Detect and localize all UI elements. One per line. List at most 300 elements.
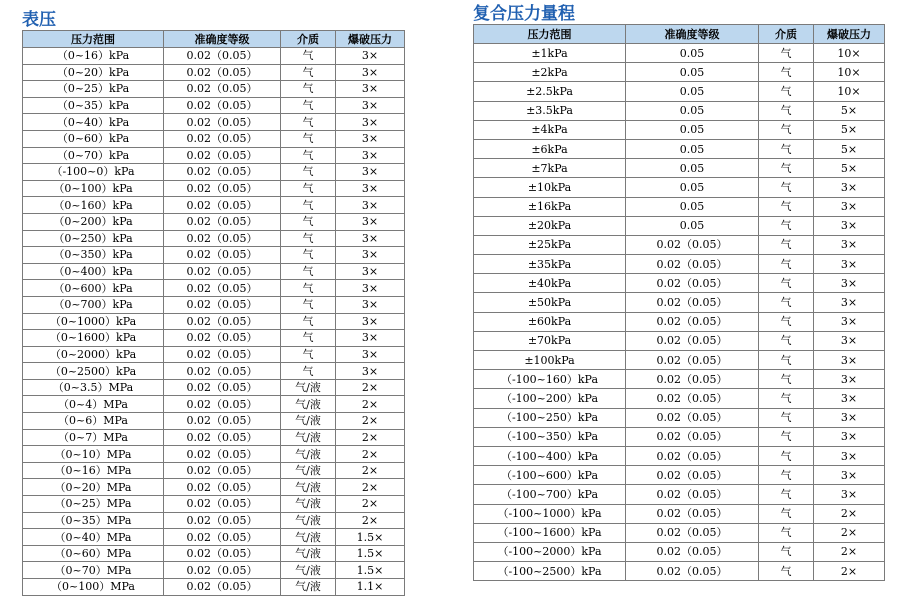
cell-burst-pressure: 3× — [814, 389, 885, 408]
cell-accuracy-class: 0.02（0.05） — [164, 496, 281, 513]
table-row — [474, 446, 885, 465]
cell-medium: 气 — [759, 370, 814, 389]
cell-medium: 气/液 — [281, 446, 336, 463]
table-row — [474, 178, 885, 197]
table-row — [23, 313, 405, 330]
cell-pressure-range: （-100~0）kPa — [23, 164, 164, 181]
cell-burst-pressure: 3× — [336, 64, 405, 81]
table-row — [23, 164, 405, 181]
cell-accuracy-class: 0.02（0.05） — [626, 427, 759, 446]
table-row — [474, 197, 885, 216]
cell-burst-pressure: 3× — [814, 235, 885, 254]
cell-accuracy-class: 0.02（0.05） — [164, 280, 281, 297]
cell-accuracy-class: 0.02（0.05） — [626, 562, 759, 581]
cell-accuracy-class: 0.02（0.05） — [626, 312, 759, 331]
cell-burst-pressure: 2× — [336, 462, 405, 479]
cell-accuracy-class: 0.02（0.05） — [626, 235, 759, 254]
table-row — [23, 346, 405, 363]
table-row — [474, 101, 885, 120]
cell-medium: 气 — [759, 504, 814, 523]
table-row — [474, 523, 885, 542]
cell-accuracy-class: 0.05 — [626, 139, 759, 158]
cell-accuracy-class: 0.02（0.05） — [626, 274, 759, 293]
table-row — [23, 396, 405, 413]
cell-accuracy-class: 0.02（0.05） — [626, 255, 759, 274]
cell-medium: 气 — [281, 81, 336, 98]
cell-burst-pressure: 3× — [336, 330, 405, 347]
cell-pressure-range: （0~600）kPa — [23, 280, 164, 297]
cell-burst-pressure: 2× — [814, 504, 885, 523]
header-accuracy-class: 准确度等级 — [164, 31, 281, 48]
gauge-pressure-title: 表压 — [22, 10, 56, 30]
table-row — [474, 120, 885, 139]
table-row — [474, 485, 885, 504]
cell-burst-pressure: 2× — [814, 542, 885, 561]
cell-pressure-range: （-100~250）kPa — [474, 408, 626, 427]
cell-pressure-range: （-100~600）kPa — [474, 466, 626, 485]
cell-pressure-range: （0~7）MPa — [23, 429, 164, 446]
cell-burst-pressure: 10× — [814, 44, 885, 63]
cell-medium: 气 — [281, 346, 336, 363]
cell-pressure-range: （0~6）MPa — [23, 413, 164, 430]
table-row — [23, 213, 405, 230]
cell-pressure-range: ±1kPa — [474, 44, 626, 63]
table-row — [23, 180, 405, 197]
cell-burst-pressure: 3× — [336, 97, 405, 114]
cell-accuracy-class: 0.02（0.05） — [626, 351, 759, 370]
cell-burst-pressure: 10× — [814, 63, 885, 82]
cell-accuracy-class: 0.05 — [626, 63, 759, 82]
table-row — [23, 529, 405, 546]
cell-accuracy-class: 0.02（0.05） — [626, 293, 759, 312]
cell-burst-pressure: 2× — [336, 479, 405, 496]
cell-accuracy-class: 0.02（0.05） — [164, 379, 281, 396]
table-row — [23, 97, 405, 114]
cell-accuracy-class: 0.02（0.05） — [164, 330, 281, 347]
cell-pressure-range: （0~4）MPa — [23, 396, 164, 413]
cell-burst-pressure: 2× — [336, 446, 405, 463]
cell-pressure-range: （-100~400）kPa — [474, 446, 626, 465]
cell-pressure-range: （0~16）MPa — [23, 462, 164, 479]
cell-medium: 气 — [281, 197, 336, 214]
cell-medium: 气 — [759, 446, 814, 465]
cell-pressure-range: （-100~350）kPa — [474, 427, 626, 446]
table-row — [23, 379, 405, 396]
cell-medium: 气/液 — [281, 429, 336, 446]
cell-accuracy-class: 0.02（0.05） — [164, 81, 281, 98]
cell-pressure-range: （0~100）kPa — [23, 180, 164, 197]
cell-medium: 气 — [281, 147, 336, 164]
header-medium: 介质 — [281, 31, 336, 48]
cell-burst-pressure: 1.5× — [336, 529, 405, 546]
cell-accuracy-class: 0.05 — [626, 101, 759, 120]
cell-medium: 气/液 — [281, 462, 336, 479]
cell-medium: 气 — [759, 389, 814, 408]
table-row — [474, 255, 885, 274]
cell-accuracy-class: 0.02（0.05） — [164, 545, 281, 562]
cell-medium: 气 — [759, 101, 814, 120]
cell-burst-pressure: 3× — [336, 48, 405, 65]
cell-accuracy-class: 0.02（0.05） — [164, 363, 281, 380]
cell-medium: 气 — [759, 63, 814, 82]
cell-burst-pressure: 2× — [336, 512, 405, 529]
cell-pressure-range: ±20kPa — [474, 216, 626, 235]
table-row — [23, 446, 405, 463]
cell-pressure-range: ±50kPa — [474, 293, 626, 312]
cell-accuracy-class: 0.02（0.05） — [164, 48, 281, 65]
table-row — [23, 114, 405, 131]
cell-pressure-range: （0~400）kPa — [23, 263, 164, 280]
cell-pressure-range: （0~700）kPa — [23, 296, 164, 313]
cell-medium: 气 — [281, 180, 336, 197]
table-row — [23, 81, 405, 98]
table-row — [23, 496, 405, 513]
cell-accuracy-class: 0.02（0.05） — [626, 485, 759, 504]
cell-medium: 气 — [759, 351, 814, 370]
cell-accuracy-class: 0.02（0.05） — [164, 164, 281, 181]
cell-medium: 气 — [281, 97, 336, 114]
table-row — [474, 408, 885, 427]
cell-accuracy-class: 0.02（0.05） — [164, 296, 281, 313]
cell-pressure-range: （0~60）kPa — [23, 130, 164, 147]
cell-medium: 气/液 — [281, 529, 336, 546]
cell-pressure-range: （0~2500）kPa — [23, 363, 164, 380]
table-row — [23, 363, 405, 380]
cell-medium: 气 — [281, 263, 336, 280]
cell-burst-pressure: 5× — [814, 139, 885, 158]
cell-burst-pressure: 3× — [336, 313, 405, 330]
cell-medium: 气 — [281, 130, 336, 147]
cell-burst-pressure: 3× — [814, 485, 885, 504]
cell-burst-pressure: 3× — [814, 446, 885, 465]
cell-burst-pressure: 3× — [814, 274, 885, 293]
cell-pressure-range: ±40kPa — [474, 274, 626, 293]
cell-pressure-range: （0~40）kPa — [23, 114, 164, 131]
table-row — [474, 542, 885, 561]
cell-accuracy-class: 0.02（0.05） — [164, 247, 281, 264]
table-row — [23, 197, 405, 214]
cell-burst-pressure: 2× — [336, 379, 405, 396]
cell-medium: 气 — [281, 330, 336, 347]
cell-accuracy-class: 0.02（0.05） — [626, 389, 759, 408]
table-row — [474, 466, 885, 485]
cell-burst-pressure: 1.1× — [336, 579, 405, 596]
table-row — [474, 274, 885, 293]
cell-burst-pressure: 3× — [336, 296, 405, 313]
cell-medium: 气 — [759, 255, 814, 274]
compound-pressure-title: 复合压力量程 — [473, 4, 575, 24]
cell-burst-pressure: 3× — [814, 255, 885, 274]
cell-medium: 气 — [281, 48, 336, 65]
cell-pressure-range: ±6kPa — [474, 139, 626, 158]
cell-accuracy-class: 0.02（0.05） — [164, 346, 281, 363]
cell-medium: 气 — [281, 247, 336, 264]
cell-accuracy-class: 0.02（0.05） — [164, 197, 281, 214]
table-row — [23, 230, 405, 247]
cell-medium: 气/液 — [281, 496, 336, 513]
cell-accuracy-class: 0.02（0.05） — [164, 479, 281, 496]
table-row — [474, 216, 885, 235]
cell-medium: 气/液 — [281, 512, 336, 529]
cell-accuracy-class: 0.02（0.05） — [164, 64, 281, 81]
cell-accuracy-class: 0.02（0.05） — [626, 542, 759, 561]
cell-burst-pressure: 3× — [336, 180, 405, 197]
compound-pressure-section — [473, 4, 884, 581]
cell-medium: 气 — [759, 542, 814, 561]
cell-pressure-range: ±3.5kPa — [474, 101, 626, 120]
table-row — [23, 462, 405, 479]
cell-burst-pressure: 3× — [814, 293, 885, 312]
cell-medium: 气/液 — [281, 379, 336, 396]
cell-pressure-range: （0~250）kPa — [23, 230, 164, 247]
table-row — [23, 147, 405, 164]
cell-accuracy-class: 0.02（0.05） — [626, 523, 759, 542]
table-row — [23, 64, 405, 81]
table-row — [23, 579, 405, 596]
cell-accuracy-class: 0.02（0.05） — [164, 562, 281, 579]
cell-medium: 气 — [759, 216, 814, 235]
cell-medium: 气/液 — [281, 579, 336, 596]
cell-medium: 气 — [759, 197, 814, 216]
cell-burst-pressure: 2× — [336, 496, 405, 513]
cell-pressure-range: （-100~1600）kPa — [474, 523, 626, 542]
table-row — [474, 427, 885, 446]
cell-medium: 气 — [281, 363, 336, 380]
table-row — [474, 235, 885, 254]
cell-accuracy-class: 0.02（0.05） — [164, 579, 281, 596]
cell-medium: 气/液 — [281, 413, 336, 430]
cell-burst-pressure: 10× — [814, 82, 885, 101]
cell-burst-pressure: 3× — [336, 147, 405, 164]
table-row — [23, 545, 405, 562]
cell-pressure-range: （0~1000）kPa — [23, 313, 164, 330]
cell-medium: 气 — [759, 523, 814, 542]
cell-medium: 气 — [281, 280, 336, 297]
cell-accuracy-class: 0.02（0.05） — [164, 462, 281, 479]
table-row — [23, 247, 405, 264]
cell-burst-pressure: 3× — [814, 178, 885, 197]
table-header-row — [23, 31, 405, 48]
cell-pressure-range: （0~35）kPa — [23, 97, 164, 114]
cell-accuracy-class: 0.02（0.05） — [626, 466, 759, 485]
cell-accuracy-class: 0.02（0.05） — [626, 331, 759, 350]
cell-pressure-range: （0~35）MPa — [23, 512, 164, 529]
cell-pressure-range: （0~20）MPa — [23, 479, 164, 496]
cell-accuracy-class: 0.02（0.05） — [626, 408, 759, 427]
cell-burst-pressure: 1.5× — [336, 562, 405, 579]
cell-burst-pressure: 5× — [814, 101, 885, 120]
table-row — [474, 159, 885, 178]
cell-pressure-range: （0~70）kPa — [23, 147, 164, 164]
cell-pressure-range: ±100kPa — [474, 351, 626, 370]
cell-accuracy-class: 0.02（0.05） — [164, 97, 281, 114]
cell-accuracy-class: 0.02（0.05） — [164, 446, 281, 463]
cell-burst-pressure: 3× — [336, 280, 405, 297]
table-row — [474, 312, 885, 331]
cell-medium: 气 — [759, 293, 814, 312]
cell-pressure-range: （0~16）kPa — [23, 48, 164, 65]
cell-burst-pressure: 3× — [336, 247, 405, 264]
table-row — [23, 479, 405, 496]
cell-burst-pressure: 3× — [336, 114, 405, 131]
cell-medium: 气 — [281, 164, 336, 181]
cell-accuracy-class: 0.02（0.05） — [626, 504, 759, 523]
table-row — [23, 562, 405, 579]
cell-medium: 气/液 — [281, 396, 336, 413]
cell-accuracy-class: 0.05 — [626, 178, 759, 197]
cell-accuracy-class: 0.05 — [626, 197, 759, 216]
cell-burst-pressure: 3× — [814, 427, 885, 446]
table-row — [23, 280, 405, 297]
header-pressure-range: 压力范围 — [23, 31, 164, 48]
table-row — [474, 82, 885, 101]
cell-burst-pressure: 3× — [336, 197, 405, 214]
cell-medium: 气/液 — [281, 562, 336, 579]
cell-pressure-range: （0~40）MPa — [23, 529, 164, 546]
cell-accuracy-class: 0.02（0.05） — [164, 180, 281, 197]
cell-medium: 气 — [281, 64, 336, 81]
table-row — [474, 504, 885, 523]
cell-burst-pressure: 3× — [336, 263, 405, 280]
cell-accuracy-class: 0.05 — [626, 120, 759, 139]
table-row — [474, 389, 885, 408]
cell-burst-pressure: 3× — [336, 346, 405, 363]
cell-accuracy-class: 0.02（0.05） — [164, 313, 281, 330]
cell-medium: 气 — [759, 139, 814, 158]
table-row — [23, 512, 405, 529]
table-row — [23, 413, 405, 430]
cell-pressure-range: ±70kPa — [474, 331, 626, 350]
cell-pressure-range: （-100~2000）kPa — [474, 542, 626, 561]
cell-pressure-range: （-100~200）kPa — [474, 389, 626, 408]
table-row — [23, 130, 405, 147]
cell-pressure-range: （0~60）MPa — [23, 545, 164, 562]
cell-accuracy-class: 0.02（0.05） — [164, 413, 281, 430]
cell-pressure-range: （0~10）MPa — [23, 446, 164, 463]
cell-medium: 气 — [281, 114, 336, 131]
cell-burst-pressure: 3× — [336, 164, 405, 181]
cell-pressure-range: （-100~2500）kPa — [474, 562, 626, 581]
cell-pressure-range: ±7kPa — [474, 159, 626, 178]
cell-medium: 气 — [759, 120, 814, 139]
cell-pressure-range: （0~350）kPa — [23, 247, 164, 264]
cell-medium: 气 — [759, 82, 814, 101]
table-row — [474, 293, 885, 312]
cell-accuracy-class: 0.02（0.05） — [164, 429, 281, 446]
cell-burst-pressure: 3× — [336, 363, 405, 380]
header-medium: 介质 — [759, 25, 814, 44]
cell-burst-pressure: 1.5× — [336, 545, 405, 562]
cell-pressure-range: ±10kPa — [474, 178, 626, 197]
cell-pressure-range: （0~100）MPa — [23, 579, 164, 596]
cell-burst-pressure: 3× — [814, 312, 885, 331]
table-row — [23, 330, 405, 347]
cell-medium: 气 — [759, 44, 814, 63]
cell-pressure-range: ±60kPa — [474, 312, 626, 331]
cell-medium: 气 — [759, 485, 814, 504]
cell-accuracy-class: 0.02（0.05） — [164, 529, 281, 546]
table-row — [474, 562, 885, 581]
cell-burst-pressure: 3× — [814, 370, 885, 389]
cell-accuracy-class: 0.02（0.05） — [164, 263, 281, 280]
cell-burst-pressure: 3× — [336, 130, 405, 147]
table-row — [474, 351, 885, 370]
cell-pressure-range: （0~1600）kPa — [23, 330, 164, 347]
cell-medium: 气 — [759, 562, 814, 581]
cell-accuracy-class: 0.02（0.05） — [164, 230, 281, 247]
cell-pressure-range: （0~70）MPa — [23, 562, 164, 579]
compound-pressure-table — [473, 24, 885, 581]
cell-burst-pressure: 3× — [814, 197, 885, 216]
cell-pressure-range: （0~20）kPa — [23, 64, 164, 81]
cell-medium: 气 — [759, 274, 814, 293]
cell-accuracy-class: 0.05 — [626, 44, 759, 63]
cell-medium: 气 — [281, 296, 336, 313]
cell-medium: 气/液 — [281, 479, 336, 496]
cell-pressure-range: （0~25）kPa — [23, 81, 164, 98]
cell-medium: 气 — [759, 427, 814, 446]
cell-burst-pressure: 3× — [814, 216, 885, 235]
cell-pressure-range: ±25kPa — [474, 235, 626, 254]
cell-pressure-range: ±16kPa — [474, 197, 626, 216]
cell-burst-pressure: 3× — [814, 331, 885, 350]
cell-accuracy-class: 0.02（0.05） — [164, 130, 281, 147]
cell-burst-pressure: 3× — [814, 351, 885, 370]
cell-burst-pressure: 3× — [336, 213, 405, 230]
cell-accuracy-class: 0.02（0.05） — [626, 446, 759, 465]
cell-burst-pressure: 2× — [814, 523, 885, 542]
cell-accuracy-class: 0.02（0.05） — [164, 396, 281, 413]
cell-medium: 气 — [281, 213, 336, 230]
cell-accuracy-class: 0.02（0.05） — [164, 147, 281, 164]
cell-accuracy-class: 0.02（0.05） — [626, 370, 759, 389]
cell-burst-pressure: 3× — [814, 466, 885, 485]
cell-medium: 气 — [759, 331, 814, 350]
table-row — [23, 48, 405, 65]
header-pressure-range: 压力范围 — [474, 25, 626, 44]
gauge-pressure-section — [22, 10, 404, 596]
table-row — [474, 44, 885, 63]
cell-medium: 气 — [281, 230, 336, 247]
table-row — [474, 331, 885, 350]
cell-pressure-range: ±2kPa — [474, 63, 626, 82]
cell-pressure-range: （0~200）kPa — [23, 213, 164, 230]
cell-medium: 气 — [759, 312, 814, 331]
cell-pressure-range: （0~25）MPa — [23, 496, 164, 513]
cell-accuracy-class: 0.02（0.05） — [164, 213, 281, 230]
cell-burst-pressure: 3× — [814, 408, 885, 427]
header-burst-pressure: 爆破压力 — [336, 31, 405, 48]
table-row — [474, 370, 885, 389]
cell-pressure-range: （-100~160）kPa — [474, 370, 626, 389]
cell-accuracy-class: 0.02（0.05） — [164, 512, 281, 529]
table-row — [474, 139, 885, 158]
table-row — [23, 429, 405, 446]
gauge-pressure-table — [22, 30, 405, 596]
cell-burst-pressure: 3× — [336, 230, 405, 247]
cell-burst-pressure: 3× — [336, 81, 405, 98]
cell-burst-pressure: 2× — [336, 413, 405, 430]
header-accuracy-class: 准确度等级 — [626, 25, 759, 44]
cell-medium: 气 — [759, 178, 814, 197]
cell-accuracy-class: 0.05 — [626, 216, 759, 235]
header-burst-pressure: 爆破压力 — [814, 25, 885, 44]
cell-pressure-range: （-100~1000）kPa — [474, 504, 626, 523]
cell-burst-pressure: 5× — [814, 120, 885, 139]
cell-medium: 气 — [759, 159, 814, 178]
table-row — [23, 296, 405, 313]
cell-accuracy-class: 0.05 — [626, 82, 759, 101]
